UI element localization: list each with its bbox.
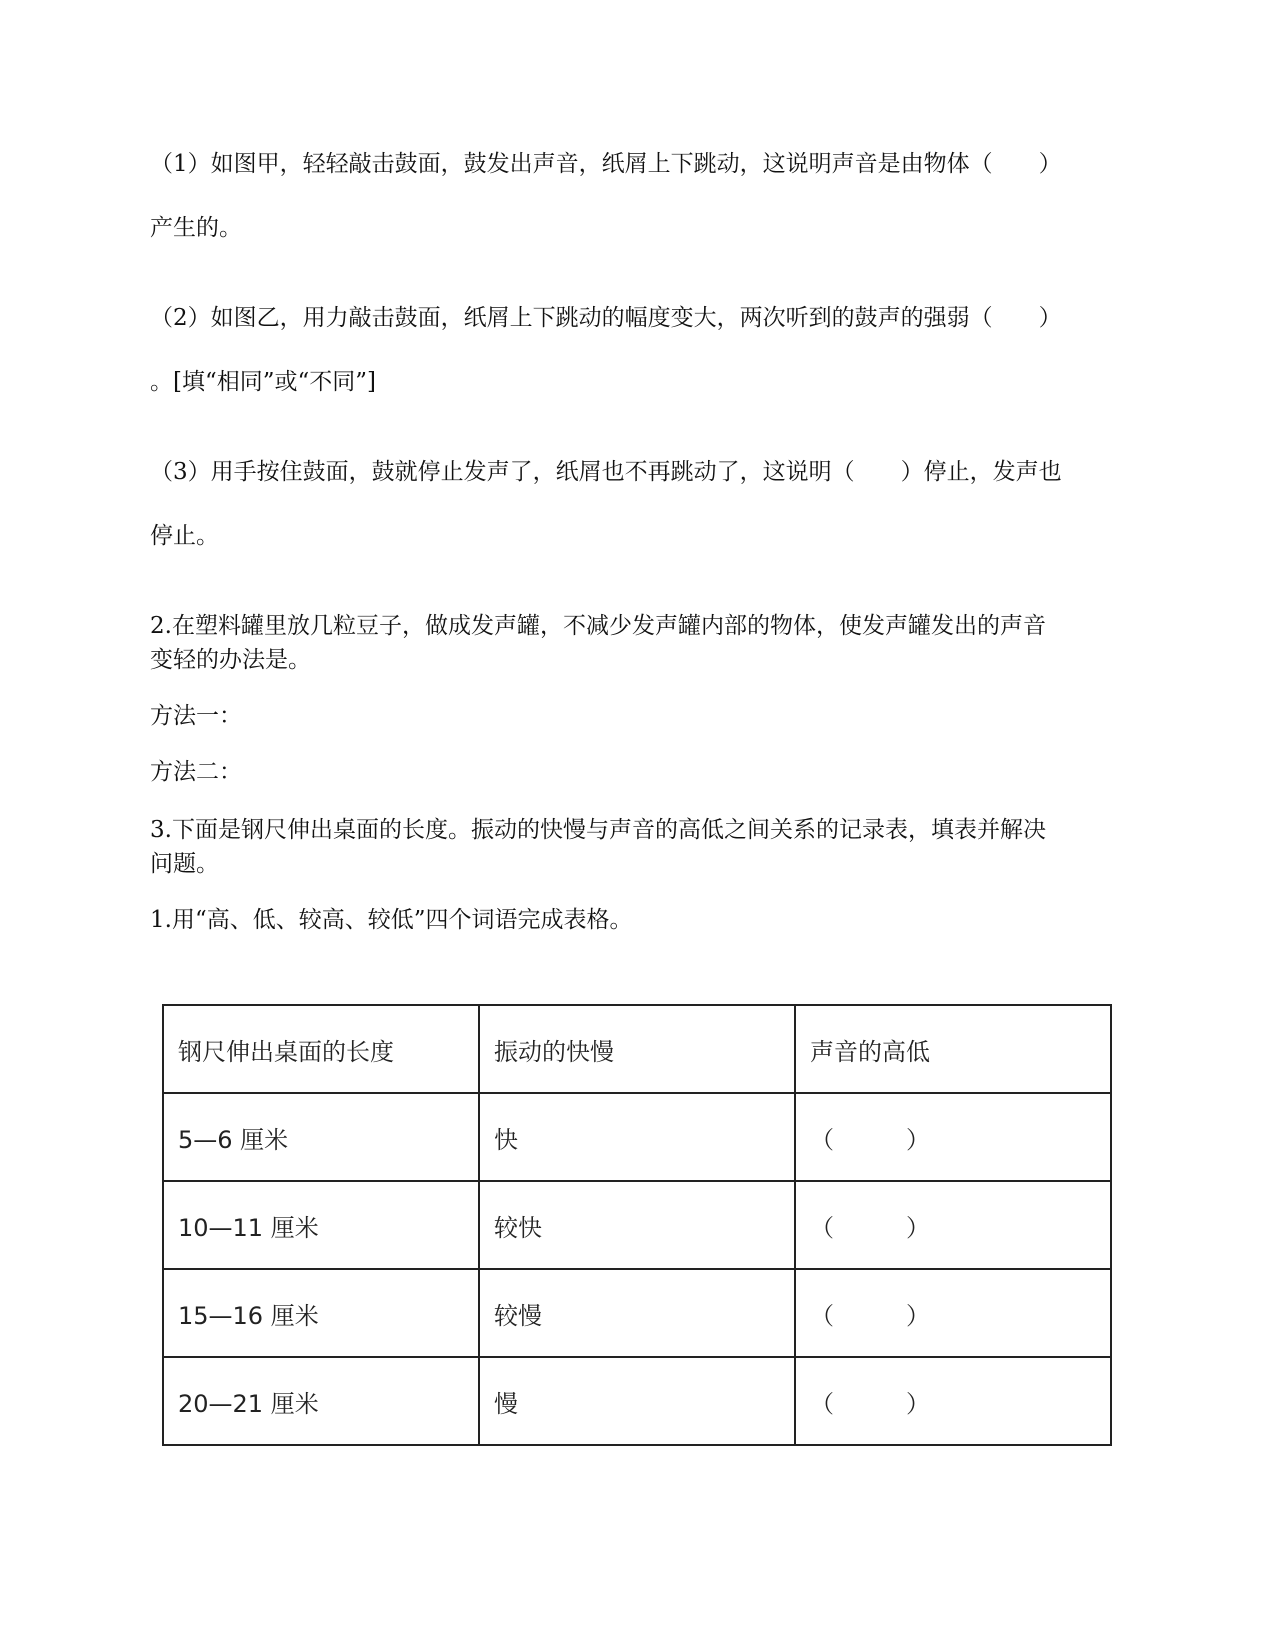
table-cell-speed: 快 bbox=[479, 1093, 795, 1181]
q1-part3-line1: （3）用手按住鼓面，鼓就停止发声了，纸屑也不再跳动了，这说明（ ）停止，发声也 bbox=[150, 459, 1062, 485]
table-header-row bbox=[163, 1005, 1111, 1093]
q1-part2-line1: （2）如图乙，用力敲击鼓面，纸屑上下跳动的幅度变大，两次听到的鼓声的强弱（ ） bbox=[150, 305, 1062, 331]
q2-line2: 变轻的办法是。 bbox=[150, 647, 311, 673]
q1-part1-line1: （1）如图甲，轻轻敲击鼓面，鼓发出声音，纸屑上下跳动，这说明声音是由物体（ ） bbox=[150, 151, 1062, 177]
table-header-cell: 声音的高低 bbox=[795, 1005, 1111, 1093]
table-cell-length: 5—6 厘米 bbox=[163, 1093, 479, 1181]
table-row bbox=[163, 1093, 1111, 1181]
table-cell-length: 20—21 厘米 bbox=[163, 1357, 479, 1445]
q1-part3-line2: 停止。 bbox=[150, 523, 219, 549]
table-cell-length: 15—16 厘米 bbox=[163, 1269, 479, 1357]
table-header-cell: 钢尺伸出桌面的长度 bbox=[163, 1005, 479, 1093]
q3-line1: 3.下面是钢尺伸出桌面的长度。振动的快慢与声音的高低之间关系的记录表，填表并解决 bbox=[150, 817, 1046, 843]
q2-method2: 方法二： bbox=[150, 759, 242, 785]
table-cell-speed: 较慢 bbox=[479, 1269, 795, 1357]
q1-part1-line2: 产生的。 bbox=[150, 215, 242, 241]
table-cell-speed: 慢 bbox=[479, 1357, 795, 1445]
record-table bbox=[162, 1004, 1112, 1446]
table-header-cell: 振动的快慢 bbox=[479, 1005, 795, 1093]
table-cell-pitch-blank[interactable]: （ ） bbox=[795, 1357, 1111, 1445]
q1-part2-line2: 。[填“相同”或“不同”] bbox=[150, 369, 376, 395]
q2-method1: 方法一： bbox=[150, 703, 242, 729]
table-cell-speed: 较快 bbox=[479, 1181, 795, 1269]
q2-line1: 2.在塑料罐里放几粒豆子，做成发声罐，不减少发声罐内部的物体，使发声罐发出的声音 bbox=[150, 613, 1046, 639]
q3-line2: 问题。 bbox=[150, 851, 219, 877]
table-row bbox=[163, 1181, 1111, 1269]
q3-sub1: 1.用“高、低、较高、较低”四个词语完成表格。 bbox=[150, 907, 633, 933]
table-cell-length: 10—11 厘米 bbox=[163, 1181, 479, 1269]
table-row bbox=[163, 1357, 1111, 1445]
table-cell-pitch-blank[interactable]: （ ） bbox=[795, 1269, 1111, 1357]
table-cell-pitch-blank[interactable]: （ ） bbox=[795, 1181, 1111, 1269]
table-row bbox=[163, 1269, 1111, 1357]
table-cell-pitch-blank[interactable]: （ ） bbox=[795, 1093, 1111, 1181]
